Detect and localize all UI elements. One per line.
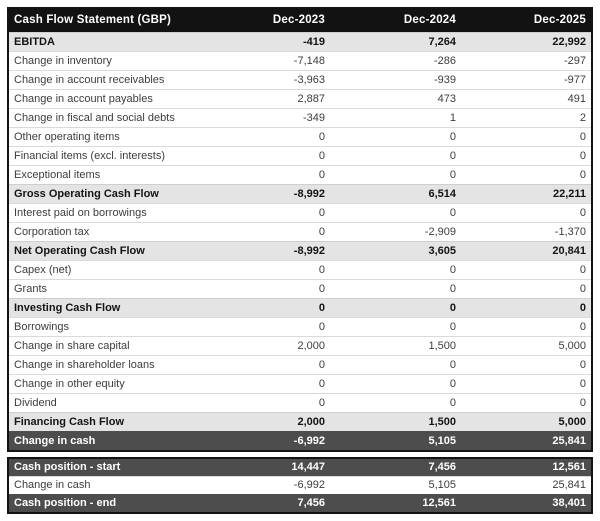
cell-value: 22,211: [461, 185, 592, 204]
cell-value: 3,605: [330, 242, 461, 261]
row-label: Change in share capital: [8, 337, 199, 356]
table-row: [8, 128, 592, 147]
cell-value: 0: [330, 204, 461, 223]
row-label: Net Operating Cash Flow: [8, 242, 199, 261]
table-row: [8, 458, 592, 477]
row-label: Investing Cash Flow: [8, 299, 199, 318]
cell-value: 0: [461, 166, 592, 185]
table-row: [8, 337, 592, 356]
table-row: [8, 109, 592, 128]
cell-value: 6,514: [330, 185, 461, 204]
cell-value: 0: [199, 166, 330, 185]
cell-value: 0: [199, 261, 330, 280]
cell-value: 0: [330, 299, 461, 318]
cell-value: 0: [199, 375, 330, 394]
table-row: [8, 280, 592, 299]
cell-value: 0: [199, 223, 330, 242]
cell-value: 5,105: [330, 432, 461, 452]
cell-value: 0: [330, 128, 461, 147]
row-label: Financial items (excl. interests): [8, 147, 199, 166]
table-row: [8, 394, 592, 413]
cell-value: 2,000: [199, 413, 330, 432]
cell-value: 0: [199, 147, 330, 166]
row-label: Dividend: [8, 394, 199, 413]
cell-value: 5,000: [461, 337, 592, 356]
cell-value: 25,841: [461, 477, 592, 495]
cash-position-table-body: [8, 458, 592, 513]
table-row: [8, 71, 592, 90]
cell-value: 0: [461, 299, 592, 318]
cell-value: 2,887: [199, 90, 330, 109]
cell-value: 0: [330, 356, 461, 375]
cell-value: 38,401: [461, 495, 592, 514]
cell-value: 0: [330, 280, 461, 299]
cell-value: 7,456: [330, 458, 461, 477]
cell-value: -297: [461, 52, 592, 71]
cell-value: 0: [461, 128, 592, 147]
cell-value: 7,264: [330, 33, 461, 52]
cell-value: 12,561: [461, 458, 592, 477]
cell-value: 0: [330, 147, 461, 166]
table-title: Cash Flow Statement (GBP): [8, 8, 199, 33]
cell-value: 0: [461, 318, 592, 337]
cell-value: -1,370: [461, 223, 592, 242]
cell-value: 5,000: [461, 413, 592, 432]
cell-value: 0: [461, 261, 592, 280]
table-row: [8, 204, 592, 223]
column-header-dec-2025: Dec-2025: [461, 8, 592, 33]
cell-value: 0: [330, 318, 461, 337]
table-row: [8, 33, 592, 52]
table-row: [8, 495, 592, 514]
cell-value: 0: [461, 356, 592, 375]
cell-value: -8,992: [199, 242, 330, 261]
row-label: Change in inventory: [8, 52, 199, 71]
cell-value: -977: [461, 71, 592, 90]
cell-value: -6,992: [199, 432, 330, 452]
cell-value: 1: [330, 109, 461, 128]
table-row: [8, 261, 592, 280]
table-row: [8, 90, 592, 109]
cell-value: -3,963: [199, 71, 330, 90]
table-row: [8, 242, 592, 261]
row-label: Change in shareholder loans: [8, 356, 199, 375]
table-header-row: [8, 8, 592, 33]
row-label: Cash position - start: [8, 458, 199, 477]
cell-value: 0: [199, 128, 330, 147]
row-label: Borrowings: [8, 318, 199, 337]
row-label: Change in cash: [8, 432, 199, 452]
cell-value: 0: [461, 204, 592, 223]
column-header-dec-2024: Dec-2024: [330, 8, 461, 33]
row-label: Corporation tax: [8, 223, 199, 242]
table-row: [8, 356, 592, 375]
row-label: Change in other equity: [8, 375, 199, 394]
cell-value: -7,148: [199, 52, 330, 71]
row-label: Change in account receivables: [8, 71, 199, 90]
cell-value: 473: [330, 90, 461, 109]
table-row: [8, 166, 592, 185]
cell-value: 491: [461, 90, 592, 109]
row-label: Interest paid on borrowings: [8, 204, 199, 223]
table-row: [8, 52, 592, 71]
cell-value: 14,447: [199, 458, 330, 477]
row-label: Financing Cash Flow: [8, 413, 199, 432]
row-label: Cash position - end: [8, 495, 199, 514]
table-row: [8, 299, 592, 318]
cell-value: 0: [199, 204, 330, 223]
cell-value: -939: [330, 71, 461, 90]
table-row: [8, 432, 592, 452]
cell-value: -6,992: [199, 477, 330, 495]
cell-value: -2,909: [330, 223, 461, 242]
cell-value: 22,992: [461, 33, 592, 52]
table-row: [8, 413, 592, 432]
row-label: Other operating items: [8, 128, 199, 147]
cell-value: -419: [199, 33, 330, 52]
cell-value: 0: [199, 356, 330, 375]
cell-value: 5,105: [330, 477, 461, 495]
cash-position-table: [7, 457, 593, 514]
column-header-dec-2023: Dec-2023: [199, 8, 330, 33]
row-label: Change in account payables: [8, 90, 199, 109]
cell-value: 1,500: [330, 337, 461, 356]
cell-value: 0: [461, 375, 592, 394]
table-row: [8, 185, 592, 204]
row-label: Change in fiscal and social debts: [8, 109, 199, 128]
cell-value: 20,841: [461, 242, 592, 261]
cell-value: 0: [199, 394, 330, 413]
cell-value: 2,000: [199, 337, 330, 356]
cell-value: 0: [330, 261, 461, 280]
table-row: [8, 318, 592, 337]
cell-value: 0: [330, 394, 461, 413]
cell-value: 2: [461, 109, 592, 128]
table-row: [8, 375, 592, 394]
cell-value: 0: [199, 318, 330, 337]
cell-value: 0: [461, 280, 592, 299]
cell-value: 12,561: [330, 495, 461, 514]
table-row: [8, 477, 592, 495]
cell-value: 0: [199, 280, 330, 299]
cell-value: -8,992: [199, 185, 330, 204]
cell-value: 1,500: [330, 413, 461, 432]
cell-value: 0: [461, 394, 592, 413]
row-label: Grants: [8, 280, 199, 299]
row-label: Gross Operating Cash Flow: [8, 185, 199, 204]
row-label: EBITDA: [8, 33, 199, 52]
cell-value: 7,456: [199, 495, 330, 514]
cell-value: 0: [199, 299, 330, 318]
cell-value: -286: [330, 52, 461, 71]
cash-flow-table: [7, 7, 593, 452]
cash-flow-table-body: [8, 33, 592, 452]
table-row: [8, 147, 592, 166]
cell-value: -349: [199, 109, 330, 128]
row-label: Change in cash: [8, 477, 199, 495]
row-label: Capex (net): [8, 261, 199, 280]
cell-value: 0: [330, 375, 461, 394]
cell-value: 0: [461, 147, 592, 166]
cell-value: 0: [330, 166, 461, 185]
table-row: [8, 223, 592, 242]
cell-value: 25,841: [461, 432, 592, 452]
row-label: Exceptional items: [8, 166, 199, 185]
